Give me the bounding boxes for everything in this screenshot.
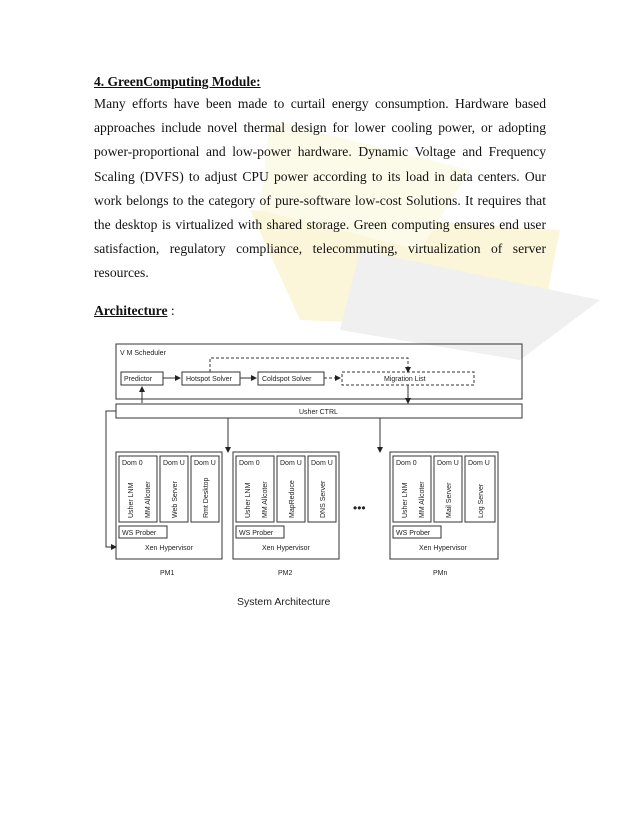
pm2-ws-prober: WS Prober	[239, 530, 274, 537]
pm1-service-2: MM Allcoter	[145, 481, 152, 518]
section-paragraph: Many efforts have been made to curtail energy consumption. Hardware based approaches include novel thermal design for lower cooling power, or adopting power-proportional and low-power hardware. Dynamic Voltage and Frequency Scaling (DVFS) to adjust CPU power according to its load in data centers. Our work belongs to the category of pure-software low-cost Solutions. It requires that the desktop is virtualized with shared storage. Green computing ensures end user satisfaction, regulatory compliance, telecommuting, virtualization of server resources.	[94, 96, 546, 281]
pm1-service-3: Web Server	[172, 481, 179, 518]
pmn-domu-2: Dom U	[468, 460, 490, 467]
hotspot-label: Hotspot Solver	[186, 376, 232, 383]
ellipsis: •••	[353, 501, 366, 515]
pm2-hypervisor: Xen Hypervisor	[262, 545, 310, 552]
migration-label: Migration List	[384, 376, 426, 383]
architecture-label: Architecture	[94, 303, 168, 318]
architecture-suffix: :	[167, 303, 175, 318]
pmn-service-1: Usher LNM	[402, 482, 409, 518]
pm2-domu-1: Dom U	[280, 460, 302, 467]
vm-scheduler-label: V M Scheduler	[120, 350, 166, 357]
pmn-hypervisor: Xen Hypervisor	[419, 545, 467, 552]
pm1-service-4: Rmt Desktop	[203, 477, 210, 518]
pm2-service-2: MM Allcoter	[262, 481, 269, 518]
pmn-ws-prober: WS Prober	[396, 530, 431, 537]
pm2-dom0: Dom 0	[239, 460, 260, 467]
usher-ctrl-label: Usher CTRL	[299, 409, 338, 416]
pmn-service-3: Mail Server	[446, 482, 453, 518]
pm1-dom0: Dom 0	[122, 460, 143, 467]
pm2-service-3: MapReduce	[289, 480, 296, 518]
pm1-hypervisor: Xen Hypervisor	[145, 545, 193, 552]
pm1-ws-prober: WS Prober	[122, 530, 157, 537]
pm2-domu-2: Dom U	[311, 460, 333, 467]
diagram-caption: System Architecture	[237, 596, 331, 608]
pmn-domu-1: Dom U	[437, 460, 459, 467]
pmn-service-4: Log Server	[478, 483, 485, 518]
pm1-service-1: Usher LNM	[128, 482, 135, 518]
pm1-label: PM1	[160, 570, 175, 577]
pm2-label: PM2	[278, 570, 293, 577]
pmn-service-2: MM Allcoter	[419, 481, 426, 518]
pmn-label: PMn	[433, 570, 448, 577]
section-heading: 4. GreenComputing Module:	[94, 74, 261, 89]
pm2-service-1: Usher LNM	[245, 482, 252, 518]
pmn-dom0: Dom 0	[396, 460, 417, 467]
coldspot-label: Coldspot Solver	[262, 376, 312, 383]
pm1-domu-1: Dom U	[163, 460, 185, 467]
predictor-label: Predictor	[124, 376, 153, 383]
pm2-service-4: DNS Server	[320, 480, 327, 518]
pm1-domu-2: Dom U	[194, 460, 216, 467]
